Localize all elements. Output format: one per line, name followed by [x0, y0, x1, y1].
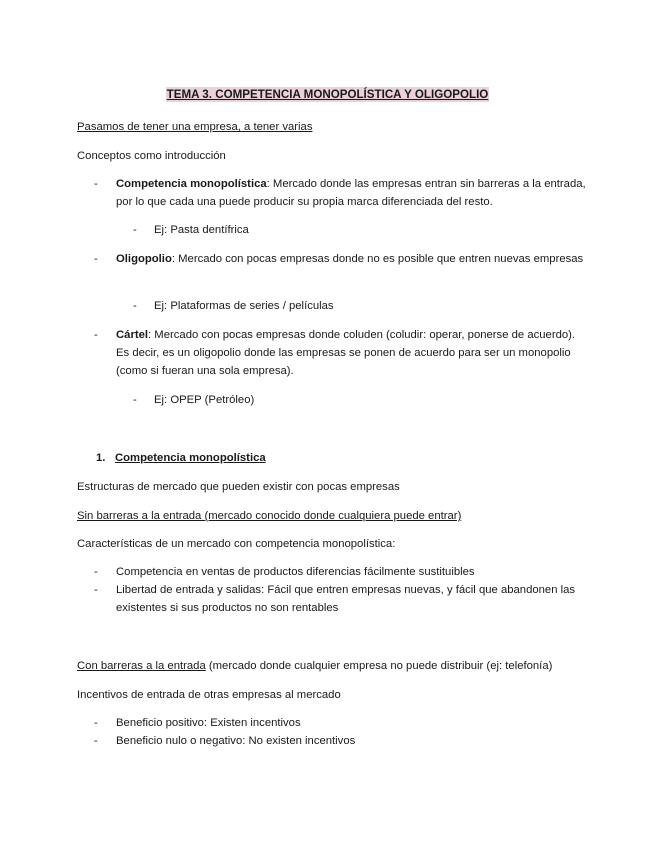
- paragraph: Características de un mercado con competencia monopolística:: [77, 538, 396, 550]
- bullet-dash: -: [94, 717, 98, 729]
- example-text: Ej: OPEP (Petróleo): [154, 394, 255, 406]
- concept-text: : Mercado con pocas empresas donde coluden (coludir: operar, ponerse de acuerdo). Es decir, es un oligopolio donde las empresas se ponen de acuerdo para ser un monopolio (como si fueran una sola empresa).: [116, 329, 576, 377]
- list-item-text: Libertad de entrada y salidas: Fácil que entren empresas nuevas, y fácil que abandonen las existentes si sus productos no son rentables: [116, 584, 576, 614]
- bullet-dash: -: [94, 253, 98, 265]
- concept-text: : Mercado donde las empresas entran sin barreras a la entrada, por lo que cada una puede producir su propia marca diferenciada del resto.: [116, 178, 586, 208]
- bullet-dash: -: [94, 584, 98, 596]
- paragraph: Sin barreras a la entrada (mercado conocido donde cualquiera puede entrar): [77, 510, 462, 522]
- section-title: Competencia monopolística: [115, 452, 266, 464]
- subtitle: Pasamos de tener una empresa, a tener varias: [77, 121, 313, 133]
- example-text: Ej: Pasta dentífrica: [154, 224, 249, 236]
- list-item-text: Competencia en ventas de productos diferencias fácilmente sustituibles: [116, 566, 475, 578]
- paragraph: Estructuras de mercado que pueden existir con pocas empresas: [77, 481, 400, 493]
- concept-text: : Mercado con pocas empresas donde no es posible que entren nuevas empresas: [171, 253, 584, 265]
- intro-text: Conceptos como introducción: [77, 150, 226, 162]
- title-wrap: [0, 88, 655, 101]
- paragraph: Incentivos de entrada de otras empresas al mercado: [77, 689, 341, 701]
- concept-term: Cártel: [116, 329, 149, 341]
- concept-term: Competencia monopolística: [116, 178, 267, 190]
- section-heading: [96, 449, 266, 467]
- section-number: 1.: [96, 452, 106, 464]
- paragraph: [77, 657, 552, 675]
- example-text: Ej: Plataformas de series / películas: [154, 300, 334, 312]
- bullet-dash: -: [94, 329, 98, 341]
- concept-term: Oligopolio: [116, 253, 172, 265]
- bullet-dash: -: [94, 735, 98, 747]
- bullet-dash: -: [133, 394, 137, 406]
- bullet-dash: -: [94, 178, 98, 190]
- bullet-dash: -: [133, 224, 137, 236]
- bullet-dash: -: [133, 300, 137, 312]
- list-item-text: Beneficio positivo: Existen incentivos: [116, 717, 301, 729]
- document-title: TEMA 3. COMPETENCIA MONOPOLÍSTICA Y OLIGOPOLIO: [166, 88, 489, 101]
- underlined-phrase: Con barreras a la entrada: [77, 660, 206, 672]
- paragraph-rest: (mercado donde cualquier empresa no puede distribuir (ej: telefonía): [205, 660, 553, 672]
- bullet-dash: -: [94, 566, 98, 578]
- list-item-text: Beneficio nulo o negativo: No existen incentivos: [116, 735, 356, 747]
